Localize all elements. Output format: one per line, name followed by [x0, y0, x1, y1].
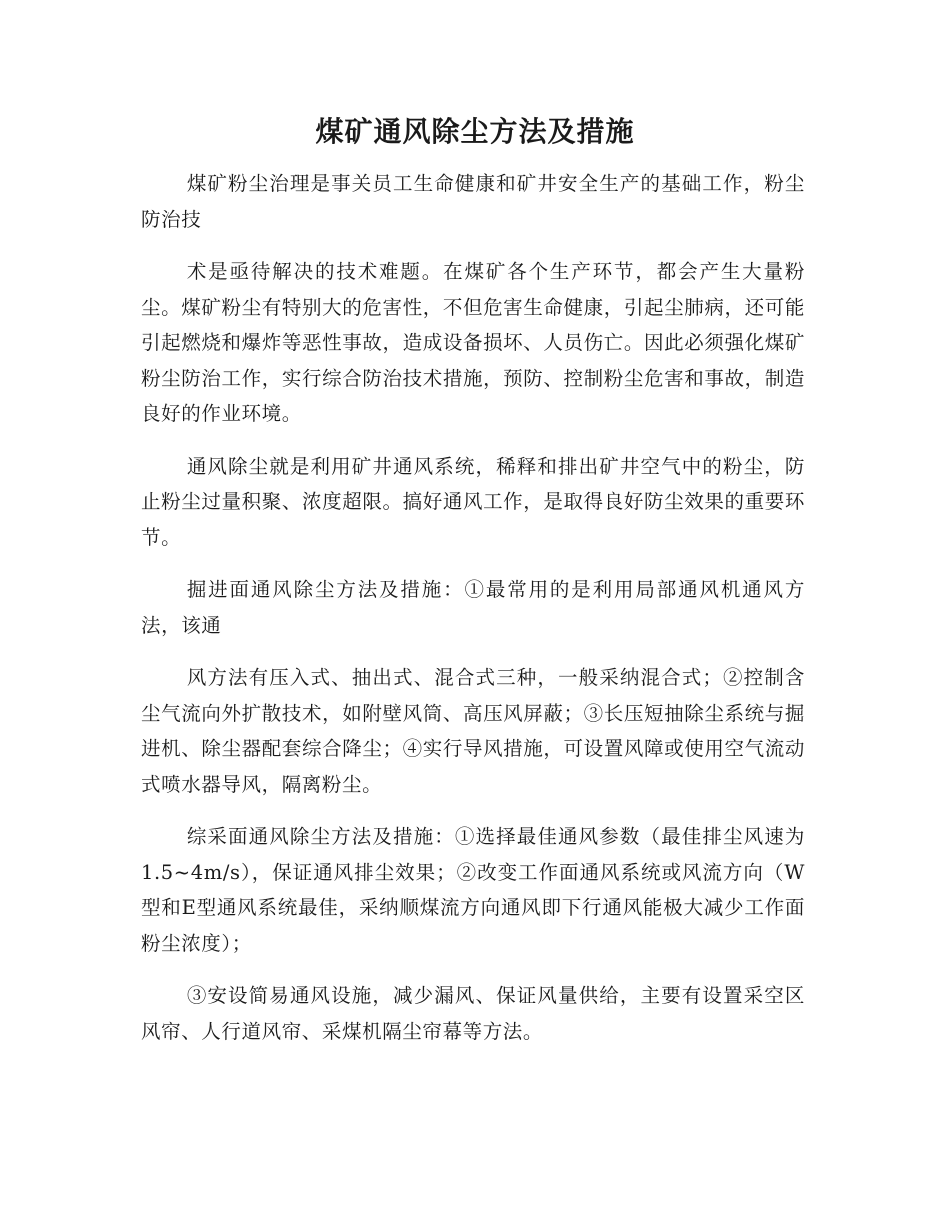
paragraph-2: 术是亟待解决的技术难题。在煤矿各个生产环节，都会产生大量粉尘。煤矿粉尘有特别大的危害性，不但危害生命健康，引起尘肺病，还可能引起燃烧和爆炸等恶性事故，造成设备损坏、人员伤亡。因此必须强化煤矿粉尘防治工作，实行综合防治技术措施，预防、控制粉尘危害和事故，制造良好的作业环境。: [141, 260, 805, 425]
paragraph-5: 风方法有压入式、抽出式、混合式三种，一般采纳混合式；②控制含尘气流向外扩散技术，如附壁风筒、高压风屏蔽；③长压短抽除尘系统与掘进机、除尘器配套综合降尘；④实行导风措施，可设置风障或使用空气流动式喷水器导风，隔离粉尘。: [141, 666, 805, 796]
paragraph-1: 煤矿粉尘治理是事关员工生命健康和矿井安全生产的基础工作，粉尘防治技: [141, 172, 805, 231]
paragraph-4: 掘进面通风除尘方法及措施：①最常用的是利用局部通风机通风方法，该通: [141, 578, 805, 637]
document-body: [141, 166, 805, 1066]
paragraph-3: 通风除尘就是利用矿井通风系统，稀释和排出矿井空气中的粉尘，防止粉尘过量积聚、浓度超限。搞好通风工作，是取得良好防尘效果的重要环节。: [141, 454, 805, 549]
document-title: 煤矿通风除尘方法及措施: [315, 115, 635, 148]
paragraph-7: ③安设简易通风设施，减少漏风、保证风量供给，主要有设置采空区风帘、人行道风帘、采煤机隔尘帘幕等方法。: [141, 984, 805, 1043]
paragraph-6: 综采面通风除尘方法及措施：①选择最佳通风参数（最佳排尘风速为1.5~4m/s），保证通风排尘效果；②改变工作面通风系统或风流方向（W 型和E型通风系统最佳，采纳顺煤流方向通风即下行通风能极大减少工作面粉尘浓度）；: [141, 825, 805, 955]
